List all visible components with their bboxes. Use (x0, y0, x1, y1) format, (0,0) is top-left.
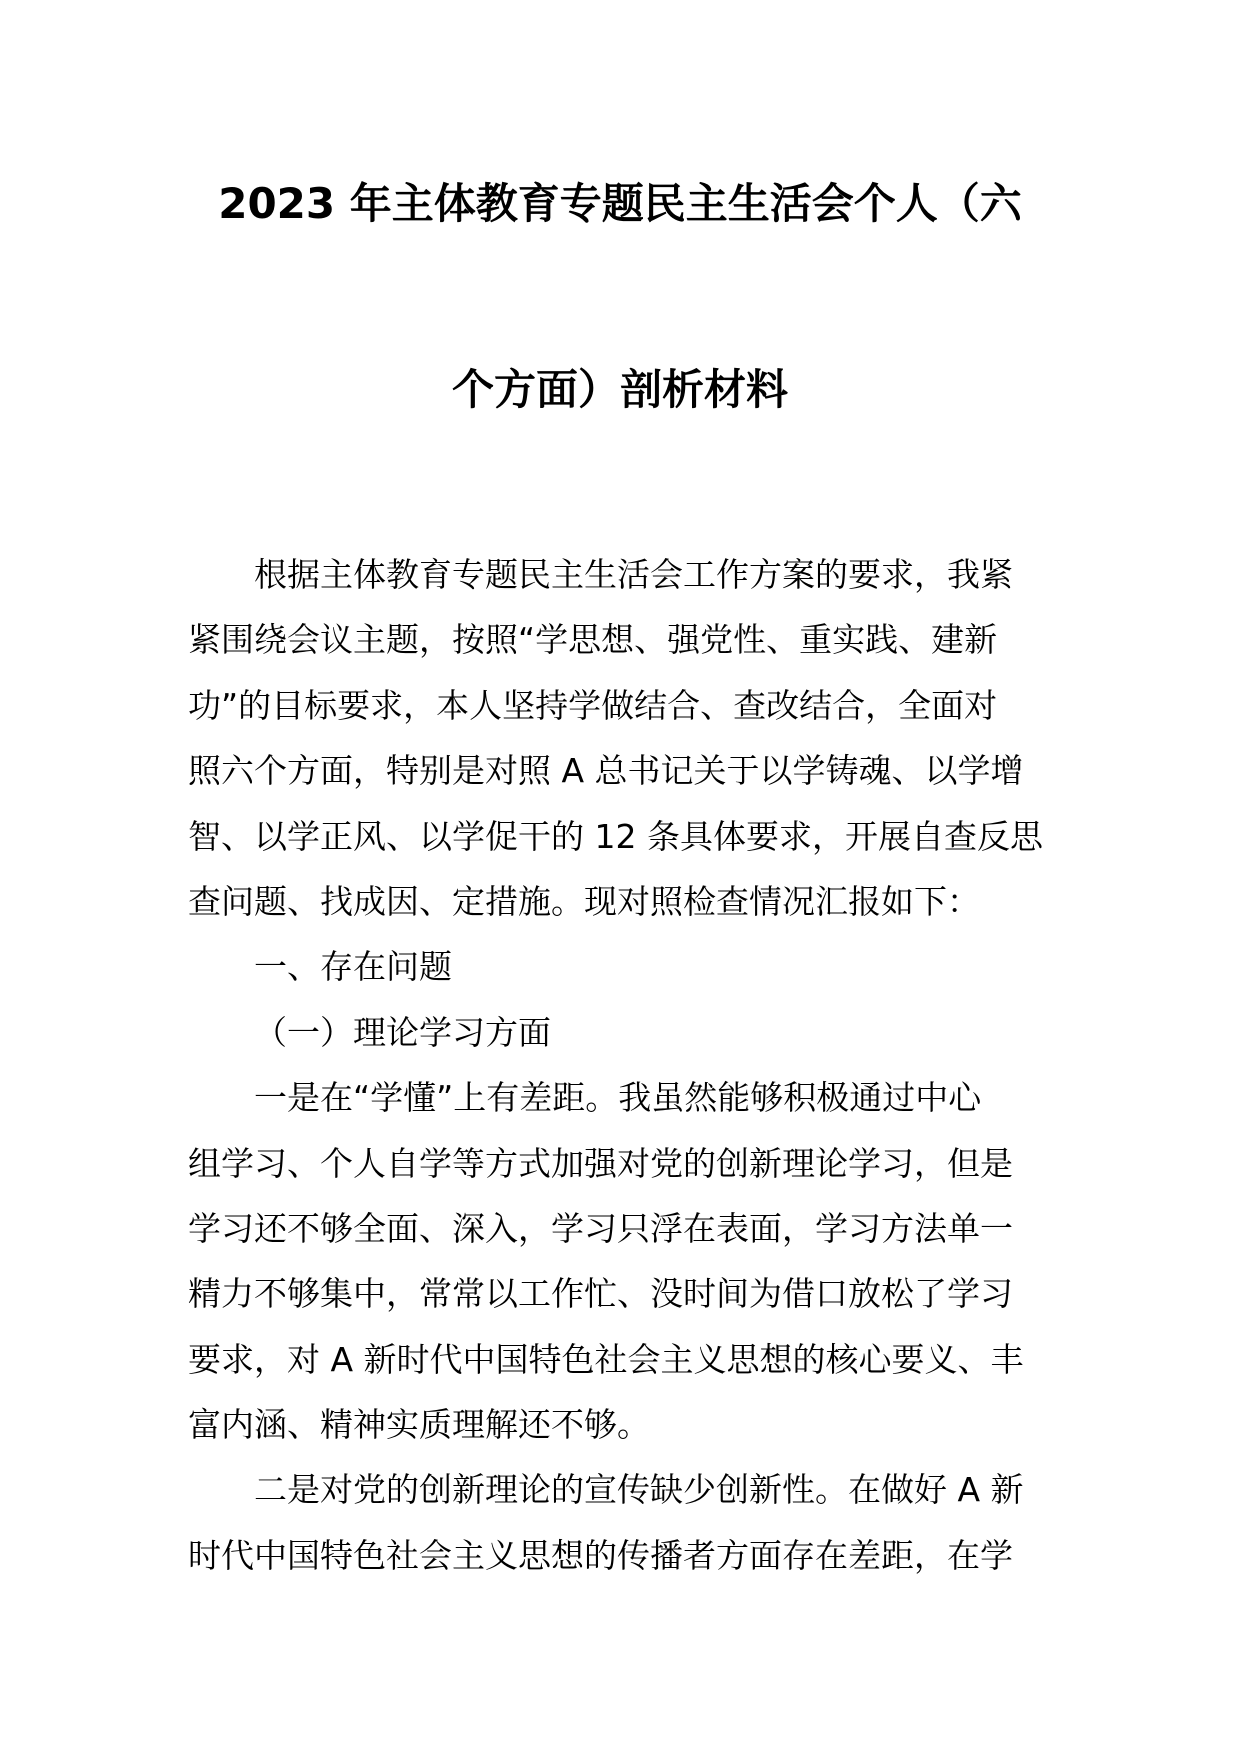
body-line: 时代中国特色社会主义思想的传播者方面存在差距，在学 (188, 1535, 1013, 1575)
body-line: 照六个方面，特别是对照 A 总书记关于以学铸魂、以学增 (188, 751, 1024, 791)
body-line: 学习还不够全面、深入，学习只浮在表面，学习方法单一 (188, 1208, 1013, 1248)
document-title-line-1: 2023 年主体教育专题民主生活会个人（六 (218, 179, 1022, 228)
section-heading: 一、存在问题 (254, 947, 452, 987)
body-line: 一是在“学懂”上有差距。我虽然能够积极通过中心 (254, 1078, 982, 1118)
body-line: 精力不够集中，常常以工作忙、没时间为借口放松了学习 (188, 1274, 1013, 1314)
body-line: 组学习、个人自学等方式加强对党的创新理论学习，但是 (188, 1143, 1013, 1183)
body-line: 紧围绕会议主题，按照“学思想、强党性、重实践、建新 (188, 620, 998, 660)
body-line: 要求，对 A 新时代中国特色社会主义思想的核心要义、丰 (188, 1339, 1024, 1379)
body-line: 功”的目标要求，本人坚持学做结合、查改结合，全面对 (188, 685, 998, 725)
body-line: 富内涵、精神实质理解还不够。 (188, 1405, 650, 1445)
document-body (188, 542, 1068, 1588)
subsection-heading: （一）理论学习方面 (254, 1012, 551, 1052)
body-line: 二是对党的创新理论的宣传缺少创新性。在做好 A 新 (254, 1470, 1024, 1510)
document-title-line-2: 个方面）剖析材料 (451, 365, 788, 414)
body-line: 根据主体教育专题民主生活会工作方案的要求，我紧 (254, 555, 1013, 594)
body-line: 智、以学正风、以学促干的 12 条具体要求，开展自查反思 (188, 816, 1043, 856)
body-line: 查问题、找成因、定措施。现对照检查情况汇报如下： (188, 881, 980, 921)
